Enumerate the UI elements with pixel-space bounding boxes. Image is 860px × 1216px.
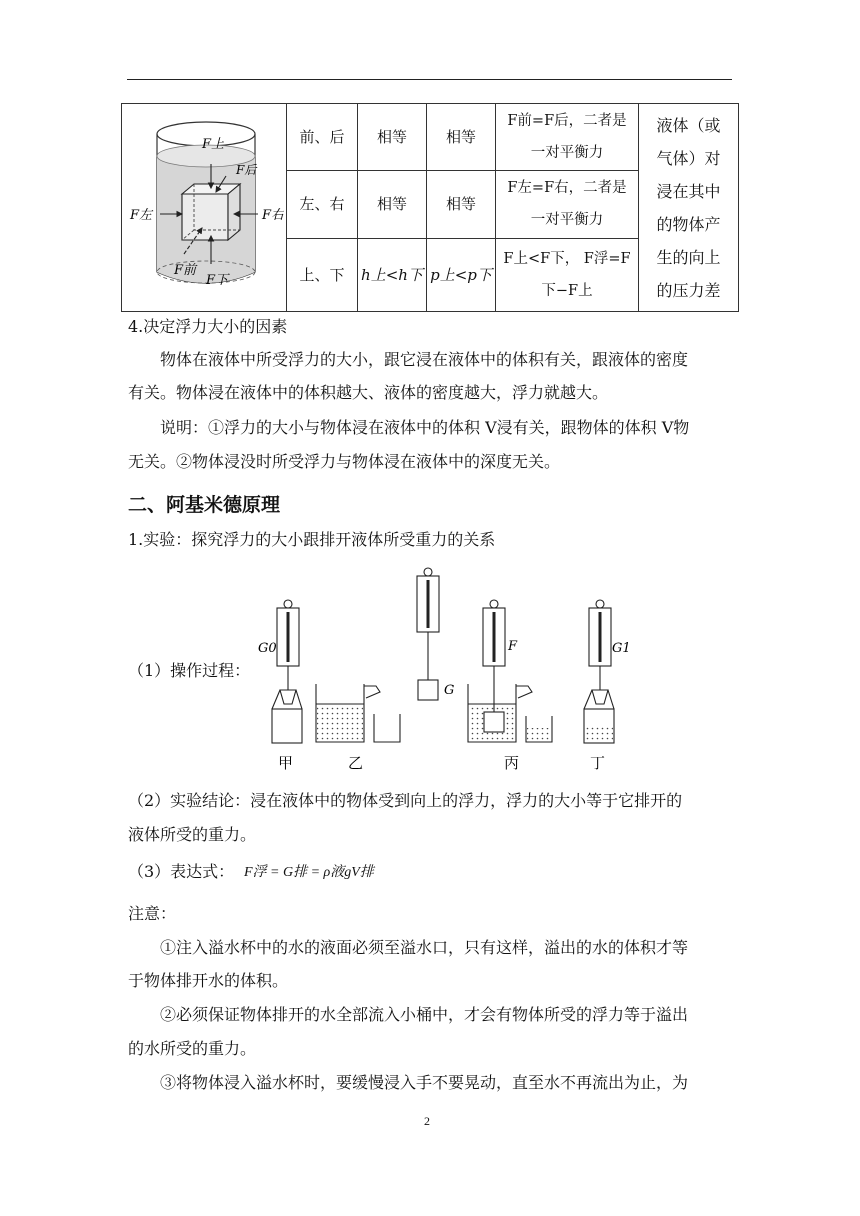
label-f: F: [508, 639, 518, 654]
conclusion-cell: [639, 104, 739, 312]
depth-front-back: 相等: [358, 104, 427, 171]
label-ding: 丁: [590, 754, 606, 772]
conclusion-line: 生的向上: [656, 247, 721, 267]
label-f-right: F右: [262, 208, 284, 223]
header-rule: [127, 79, 732, 80]
section4-paragraph2-line2: 无关。②物体浸没时所受浮力与物体浸在液体中的深度无关。: [128, 452, 561, 471]
cube-in-liquid-figure: [124, 104, 284, 300]
notes-heading: 注意：: [128, 904, 177, 923]
conclusion-line: 的物体产: [656, 214, 721, 234]
force-top-bottom-line1: F上<F下， F浮=F: [503, 251, 631, 268]
label-f-left: F左: [130, 208, 153, 223]
label-bing: 丙: [504, 754, 520, 772]
pressure-left-right: 相等: [427, 170, 496, 239]
label-f-back: F后: [236, 163, 257, 177]
conclusion-line: 的压力差: [656, 280, 721, 300]
note2-line2: 的水所受的重力。: [128, 1039, 257, 1058]
section4-paragraph1-line2: 有关。物体浸在液体中的体积越大、液体的密度越大，浮力就越大。: [128, 383, 609, 402]
section2-heading: 二、阿基米德原理: [128, 494, 281, 516]
note1-line1: ①注入溢水杯中的水的液面必须至溢水口，只有这样，溢出的水的体积才等: [160, 938, 689, 957]
conclusion-line: 气体）对: [656, 148, 721, 168]
label-f-front: F前: [174, 263, 197, 278]
dir-front-back: 前、后: [287, 104, 358, 171]
label-jia: 甲: [278, 754, 294, 772]
force-top-bottom: [496, 239, 639, 312]
section4-paragraph2-line1: 说明：①浮力的大小与物体浸在液体中的体积 V浸有关，跟物体的体积 V物: [160, 418, 690, 437]
conclusion-line: 液体（或: [656, 115, 721, 135]
cube-figure-cell: [122, 104, 287, 312]
force-left-right-line1: F左=F右，二者是: [507, 180, 627, 197]
note1-line2: 于物体排开水的体积。: [128, 971, 289, 990]
label-g: G: [444, 683, 455, 698]
label-f-top: F上: [202, 137, 225, 152]
conclusion-line: 浸在其中: [656, 181, 721, 201]
operation-label: （1）操作过程：: [128, 661, 251, 680]
force-left-right-line2: 一对平衡力: [530, 212, 604, 229]
section4-heading: 4.决定浮力大小的因素: [128, 317, 288, 336]
experiment-title: 1.实验：探究浮力的大小跟排开液体所受重力的关系: [128, 530, 496, 549]
note2-line1: ②必须保证物体排开的水全部流入小桶中，才会有物体所受的浮力等于溢出: [160, 1005, 689, 1024]
force-front-back: [496, 104, 639, 171]
conclusion-line2: 液体所受的重力。: [128, 825, 257, 844]
pressure-top-bottom: p上<p下: [427, 239, 496, 312]
formula: F浮 = G排 = ρ液gV排: [244, 865, 374, 880]
force-left-right: [496, 170, 639, 239]
page-number: 2: [424, 1114, 430, 1128]
pressure-table: [121, 103, 739, 312]
depth-top-bottom: h上<h下: [358, 239, 427, 312]
force-front-back-line2: 一对平衡力: [530, 144, 604, 161]
expression-label: （3）表达式：: [128, 862, 235, 881]
experiment-figure: [250, 566, 636, 774]
section4-paragraph1-line1: 物体在液体中所受浮力的大小，跟它浸在液体中的体积有关，跟液体的密度: [160, 350, 689, 369]
label-f-bottom: F下: [206, 273, 229, 288]
depth-left-right: 相等: [358, 170, 427, 239]
force-top-bottom-line2: 下−F上: [541, 283, 593, 300]
force-front-back-line1: F前=F后，二者是: [507, 112, 627, 129]
dir-top-bottom: 上、下: [287, 239, 358, 312]
label-yi: 乙: [348, 754, 364, 772]
label-g1: G1: [612, 641, 631, 656]
note3-line1: ③将物体浸入溢水杯时，要缓慢浸入手不要晃动，直至水不再流出为止，为: [160, 1073, 689, 1092]
label-g0: G0: [258, 641, 277, 656]
pressure-front-back: 相等: [427, 104, 496, 171]
conclusion-line1: （2）实验结论：浸在液体中的物体受到向上的浮力，浮力的大小等于它排开的: [128, 791, 683, 810]
dir-left-right: 左、右: [287, 170, 358, 239]
